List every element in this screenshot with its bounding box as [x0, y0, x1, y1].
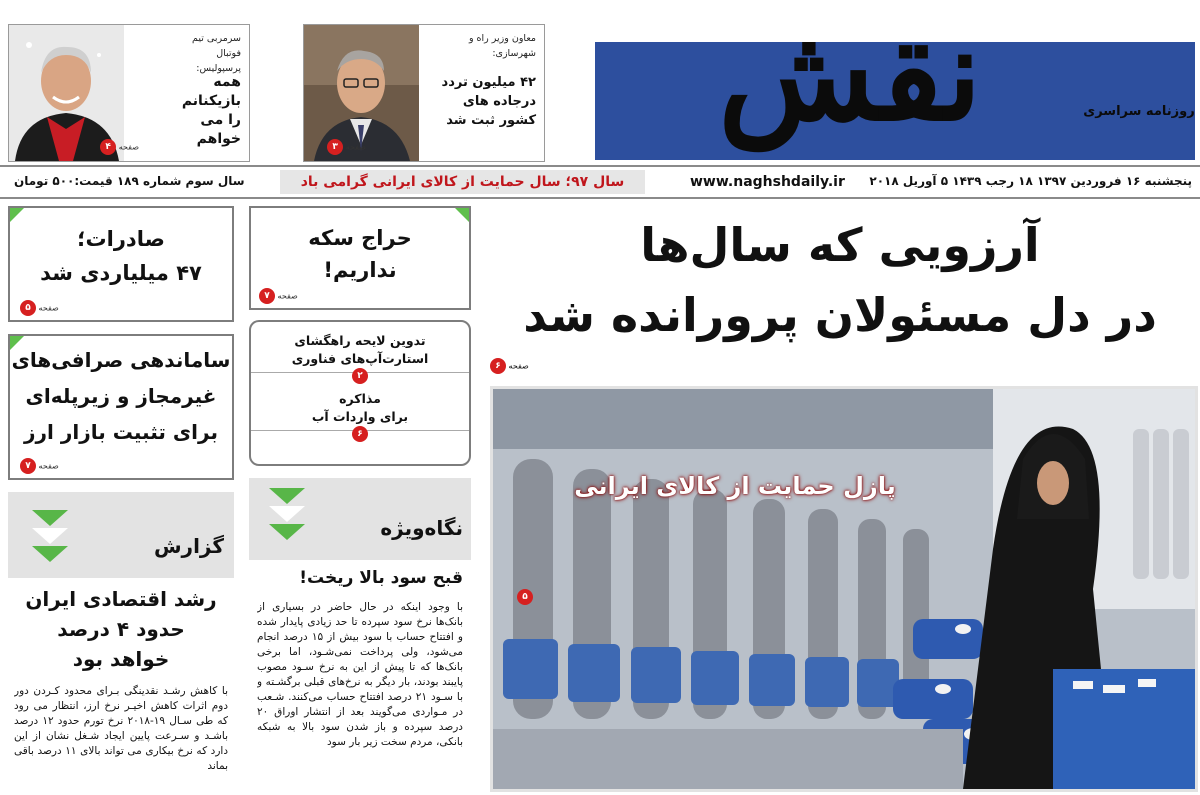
- teaser-headline[interactable]: ۴۲ میلیون تردد درجاده های کشور ثبت شد: [441, 75, 536, 128]
- factory-photo[interactable]: [490, 386, 1198, 792]
- lead-headline-line: آرزویی که سال‌ها: [640, 218, 1040, 272]
- special-view-headline[interactable]: قبح سود بالا ریخت!: [299, 568, 463, 588]
- chevron-down-icon: [269, 524, 305, 540]
- box-exchange-offices[interactable]: ساماندهی صرافی‌های غیرمجاز و زیرپله‌ای برای تثبیت بازار ارز صفحه ۷: [8, 334, 234, 480]
- chevron-down-icon: [32, 546, 68, 562]
- report-body: با کاهش رشـد نقدینگی بـرای محدود کـردن دور دوم اثرات کاهش اخیـر نرخ ارز، انتظار می رود که طی سـال ۱۹-۲۰۱۸ نرخ تورم حدود ۱۲ درصد باشـد و سـرعت پایین ایجاد شـغل نشان از این دارد که نرخ بیکاری می تواند بالای ۱۱ درصد باقی بماند: [14, 685, 228, 772]
- teaser-kicker: معاون وزیر راه و شهرسازی:: [468, 33, 536, 59]
- corner-triangle-icon: [455, 208, 469, 222]
- page-number-badge: ۷: [20, 458, 36, 474]
- slogan-banner: سال ۹۷؛ سال حمایت از کالای ایرانی گرامی باد: [280, 170, 645, 194]
- box-briefs[interactable]: [249, 320, 471, 466]
- date-issue-bar: [0, 165, 1200, 199]
- issue-info: سال سوم شماره ۱۸۹ قیمت:۵۰۰ تومان: [14, 174, 245, 188]
- photo-page-ref: [517, 586, 533, 605]
- page-number-badge: ۶: [352, 426, 368, 442]
- logo-subtitle: روزنامه سراسری: [1083, 104, 1195, 119]
- corner-triangle-icon: [10, 336, 24, 350]
- teaser-kicker: سرمربی تیم فوتبال پرسپولیس:: [192, 33, 241, 74]
- report-column[interactable]: [8, 492, 234, 795]
- page-number-badge: ۳: [327, 139, 343, 155]
- photo-caption: پازل حمایت از کالای ایرانی: [574, 472, 896, 500]
- page-number-badge: ۶: [490, 358, 506, 374]
- brief-startups[interactable]: تدوین لایحه راهگشای استارت‌آپ‌های فناوری: [291, 333, 429, 366]
- page-number-badge: ۲: [352, 368, 368, 384]
- teaser-page-ref: صفحه ۳: [327, 139, 366, 155]
- chevron-down-icon: [32, 510, 68, 526]
- lead-page-ref: صفحه ۶: [490, 358, 529, 374]
- page-number-badge: ۵: [20, 300, 36, 316]
- page-number-badge: ۴: [100, 139, 116, 155]
- newspaper-logo[interactable]: نقش: [718, 0, 982, 150]
- page-number-badge: ۵: [517, 589, 533, 605]
- special-view-column[interactable]: [249, 478, 471, 795]
- special-view-label: نگاه‌ویژه: [380, 516, 463, 540]
- box-coin-auction[interactable]: حراج سکه نداریم! صفحه ۷: [249, 206, 471, 310]
- lead-headline[interactable]: [490, 210, 1190, 350]
- teaser-football[interactable]: [8, 24, 250, 162]
- chevron-down-icon: [269, 506, 305, 522]
- box-exports[interactable]: صادرات؛ ۴۷ میلیاردی شد صفحه ۵: [8, 206, 234, 322]
- brief-water[interactable]: مذاکره برای واردات آب: [311, 391, 409, 424]
- corner-triangle-icon: [10, 208, 24, 222]
- date-line: پنجشنبه ۱۶ فروردین ۱۳۹۷ ۱۸ رجب ۱۴۳۹ ۵ آوریل ۲۰۱۸: [869, 174, 1192, 188]
- lead-headline-line: در دل مسئولان پرورانده شد: [523, 288, 1157, 342]
- teaser-road-traffic[interactable]: [303, 24, 545, 162]
- special-view-body: با وجود اینکه در حال حاضر در بسیاری از بانک‌ها نرخ سود سپرده تا حد زیادی پایدار شده و افتتاح حساب با سود بیش از ۱۵ درصد انجام می‌شود، ولی پرداخت نمی‌شـود، اما برخی بانک‌ها که تا پیش از این به نرخ سـود مصوب پایبند بودند، بار دیگر به نرخ‌های قبلی برگشـته و با سـود ۲۱ درصد افتتاح حساب می‌کنند. شـعب در مـواردی می‌گویند بعد از انتشار اوراق ۲۰ درصد سپرده و باز شدن سود بالا به شبکه بانکی، مردم سخت زیر بار سود: [257, 601, 463, 748]
- teaser-page-ref: صفحه ۴: [100, 139, 139, 155]
- page-number-badge: ۷: [259, 288, 275, 304]
- chevron-down-icon: [32, 528, 68, 544]
- teaser-headline[interactable]: همه بازیکنانم را می خواهم: [181, 74, 241, 147]
- website-link[interactable]: www.naghshdaily.ir: [690, 174, 845, 190]
- chevron-down-icon: [269, 488, 305, 504]
- report-headline[interactable]: رشد اقتصادی ایران حدود ۴ درصد خواهد بود: [25, 587, 217, 671]
- report-label: گزارش: [153, 534, 224, 558]
